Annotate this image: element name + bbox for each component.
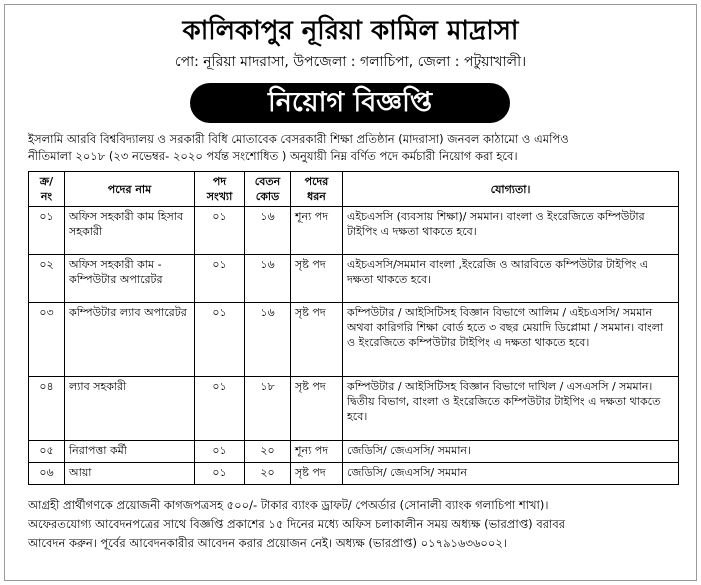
institution-address: পো: নূরিয়া মাদরাসা, উপজেলা : গলাচিপা, জেলা : পটুয়াখালী।: [174, 54, 527, 70]
table-row: [29, 441, 679, 463]
table-row: [29, 303, 679, 377]
cell-post-count: ০১: [195, 303, 245, 377]
cell-serial: ০৩: [29, 303, 65, 377]
cell-serial: ০৬: [29, 463, 65, 485]
cell-pay-code: ১৬: [245, 207, 291, 255]
cell-qualification: কম্পিউটার / আইসিটিসহ বিজ্ঞান বিভাগে দাখিল / এসএসসি / সমমান। দ্বিতীয় বিভাগ, বাংলা ও ইংরেজিতে কম্পিউটার টাইপিং এ দক্ষতা থাকতে হবে।: [343, 377, 679, 441]
table-row: [29, 207, 679, 255]
header-post-type: পদের ধরন: [291, 172, 343, 207]
application-instructions: [28, 496, 678, 553]
cell-serial: ০১: [29, 207, 65, 255]
header-qualification: যোগ্যতা।: [343, 172, 679, 207]
cell-post-type: সৃষ্ট পদ: [291, 255, 343, 303]
cell-post-count: ০১: [195, 463, 245, 485]
footer-line: আবেদন করুন। পূর্বের আবেদনকারীর আবেদন করার প্রয়োজন নেই। অধ্যক্ষ (ভারপ্রাপ্ত) ০১৭৯১৬৩৬০০২।: [28, 536, 507, 550]
footer-line: আগ্রহী প্রার্থীগণকে প্রয়োজনী কাগজপত্রসহ ৫০০/- টাকার ব্যাংক ড্রাফট/ পেঅর্ডার (সোনালী ব্যাংক গলাচিপা শাখা)।: [28, 498, 549, 512]
cell-post-name: অফিস সহকারী কাম হিসাব সহকারী: [65, 207, 195, 255]
cell-post-name: আয়া: [65, 463, 195, 485]
cell-post-name: অফিস সহকারী কাম - কম্পিউটার অপারেটর: [65, 255, 195, 303]
cell-serial: ০৫: [29, 441, 65, 463]
cell-post-type: সৃষ্ট পদ: [291, 303, 343, 377]
cell-post-type: সৃষ্ট পদ: [291, 463, 343, 485]
institution-name: কালিকাপুর নূরিয়া কামিল মাদ্রাসা: [182, 16, 519, 46]
table-header-row: [29, 172, 679, 207]
table-row: [29, 463, 679, 485]
cell-qualification: জেডিসি/ জেএসসি/ সমমান: [343, 463, 679, 485]
header-post-count: পদ সংখ্যা: [195, 172, 245, 207]
footer-line: অফেরতযোগ্য আবেদনপত্রের সাথে বিজ্ঞপ্তি প্রকাশের ১৫ দিনের মধ্যে অফিস চলাকালীন সময় অধ্যক্ষ (ভারপ্রাপ্ত) বরাবর: [28, 517, 566, 531]
cell-post-name: কম্পিউটার ল্যাব অপারেটর: [65, 303, 195, 377]
cell-pay-code: ১৮: [245, 377, 291, 441]
table-row: [29, 255, 679, 303]
cell-post-name: নিরাপত্তা কর্মী: [65, 441, 195, 463]
cell-post-count: ০১: [195, 207, 245, 255]
cell-post-type: শূন্য পদ: [291, 207, 343, 255]
cell-qualification: জেডিসি/ জেএসসি/ সমমান।: [343, 441, 679, 463]
cell-pay-code: ২০: [245, 441, 291, 463]
header-serial: ক্র/ নং: [29, 172, 65, 207]
intro-paragraph: [28, 131, 678, 165]
cell-post-type: সৃষ্ট পদ: [291, 377, 343, 441]
cell-qualification: এইচএসসি (ব্যবসায় শিক্ষা)/ সমমান। বাংলা ও ইংরেজিতে কম্পিউটার টাইপিং এ দক্ষতা থাকতে হবে।: [343, 207, 679, 255]
table-row: [29, 377, 679, 441]
cell-post-name: ল্যাব সহকারী: [65, 377, 195, 441]
vacancy-table: [28, 171, 679, 485]
header-post-name: পদের নাম: [65, 172, 195, 207]
cell-qualification: কম্পিউটার / আইসিটিসহ বিজ্ঞান বিভাগে আলিম / এইচএসসি/ সমমান অথবা কারিগরি শিক্ষা বোর্ড হতে ৩ বছর মেয়াদি ডিপ্লোমা / সমমান। বাংলা ও ইংরেজিতে কম্পিউটার টাইপিং এ দক্ষতা থাকতে হবে।: [343, 303, 679, 377]
cell-post-count: ০১: [195, 377, 245, 441]
intro-line: ইসলামি আরবি বিশ্ববিদ্যালয় ও সরকারী বিধি মোতাবেক বেসরকারী শিক্ষা প্রতিষ্ঠান (মাদরাসা) জনবল কাঠামো ও এমপিও: [28, 132, 569, 146]
cell-post-type: শূন্য পদ: [291, 441, 343, 463]
cell-pay-code: ২০: [245, 463, 291, 485]
cell-post-count: ০১: [195, 441, 245, 463]
intro-line: নীতিমালা ২০১৮ (২৩ নভেম্বর- ২০২০ পর্যন্ত সংশোধিত ) অনুযায়ী নিম্ন বর্ণিত পদে কর্মচারী নিয়োগ করা হবে।: [28, 149, 518, 163]
cell-pay-code: ১৬: [245, 255, 291, 303]
cell-post-count: ০১: [195, 255, 245, 303]
cell-qualification: এইচএসসি/সমমান বাংলা ,ইংরেজি ও আরবিতে কম্পিউটার টাইপিং এ দক্ষতা থাকতে হবে।: [343, 255, 679, 303]
header-pay-code: বেতন কোড: [245, 172, 291, 207]
cell-serial: ০৪: [29, 377, 65, 441]
notice-title-banner: নিয়োগ বিজ্ঞপ্তি: [190, 83, 510, 123]
cell-serial: ০২: [29, 255, 65, 303]
cell-pay-code: ১৬: [245, 303, 291, 377]
